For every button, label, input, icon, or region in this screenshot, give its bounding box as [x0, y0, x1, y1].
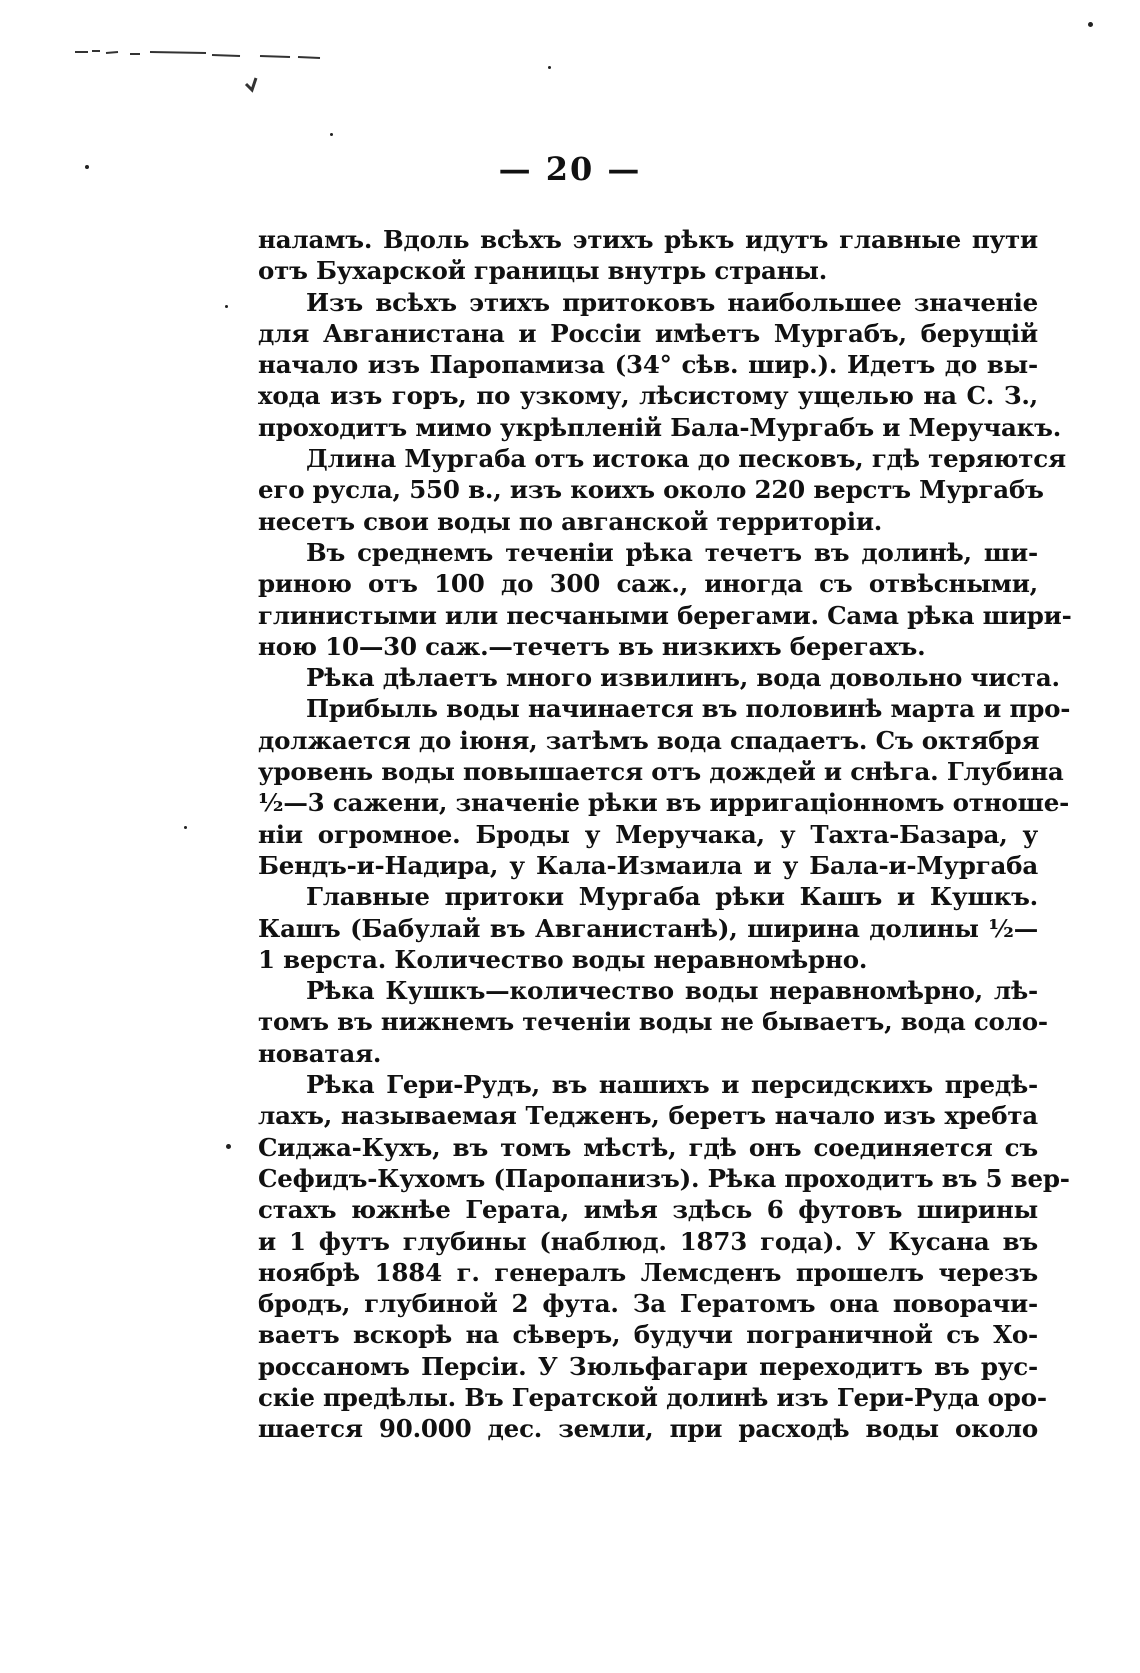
text-line: Сефидъ-Кухомъ (Паропанизъ). Рѣка проходитъ въ 5 вер- [258, 1163, 1070, 1193]
text-line: Изъ всѣхъ этихъ притоковъ наибольшее значенiе [306, 287, 1038, 317]
speck [330, 133, 333, 136]
text-line: начало изъ Паропамиза (34° сѣв. шир.). Идетъ до вы- [258, 350, 1038, 380]
page-number: — 20 — [498, 150, 642, 188]
text-line: скiе предѣлы. Въ Гератской долинѣ изъ Гери-Руда оро- [258, 1382, 1047, 1412]
text-line: Главные притоки Мургаба рѣки Кашъ и Кушкъ. [306, 882, 1038, 912]
text-line: ною 10—30 саж.—течетъ въ низкихъ берегахъ. [258, 631, 926, 661]
text-line: Рѣка Кушкъ—количество воды неравномѣрно, лѣ- [306, 976, 1038, 1006]
text-line: лахъ, называемая Тедженъ, беретъ начало изъ хребта [258, 1101, 1038, 1131]
text-line: несетъ свои воды по авганской территорiи. [258, 506, 883, 536]
speck [225, 305, 228, 308]
text-line: бродъ, глубиной 2 фута. За Гератомъ она поворачи- [258, 1289, 1038, 1319]
text-line: Кашъ (Бабулай въ Авганистанѣ), ширина долины ½— [258, 913, 1038, 943]
text-line: Рѣка дѣлаетъ много извилинъ, вода довольно чиста. [306, 663, 1060, 693]
text-line: Сиджа-Кухъ, въ томъ мѣстѣ, гдѣ онъ соединяется съ [258, 1132, 1038, 1162]
text-line: и 1 футъ глубины (наблюд. 1873 года). У Кусана въ [258, 1226, 1038, 1256]
text-line: Прибыль воды начинается въ половинѣ марта и про- [306, 694, 1071, 724]
speck [548, 66, 551, 69]
speck [226, 1144, 231, 1149]
text-line: новатая. [258, 1038, 382, 1068]
text-line: для Авганистана и Россiи имѣетъ Мургабъ, берущiй [258, 318, 1038, 348]
text-line: Длина Мургаба отъ истока до песковъ, гдѣ теряются [306, 444, 1066, 474]
text-line: Бендъ-и-Надира, у Кала-Измаила и у Бала-и-Мургаба [258, 850, 1038, 880]
text-line: томъ въ нижнемъ теченiи воды не бываетъ, вода соло- [258, 1007, 1048, 1037]
text-line: хода изъ горъ, по узкому, лѣсистому ущелью на С. З., [258, 381, 1038, 411]
text-line: отъ Бухарской границы внутрь страны. [258, 256, 828, 286]
speck [184, 826, 187, 829]
text-line: ноябрѣ 1884 г. генералъ Лемсденъ прошелъ черезъ [258, 1257, 1038, 1287]
body-text [258, 224, 1072, 1445]
text-line: его русла, 550 в., изъ коихъ около 220 верстъ Мургабъ [258, 475, 1044, 505]
text-line: нiи огромное. Броды у Меручака, у Тахта-Базара, у [258, 819, 1038, 849]
text-line: ваетъ вскорѣ на сѣверъ, будучи пограничной съ Хо- [258, 1320, 1038, 1350]
text-line: Рѣка Гери-Рудъ, въ нашихъ и персидскихъ предѣ- [306, 1070, 1038, 1100]
text-line: наламъ. Вдоль всѣхъ этихъ рѣкъ идутъ главные пути [258, 225, 1038, 254]
text-line: проходитъ мимо укрѣпленiй Бала-Мургабъ и Меручакъ. [258, 412, 1062, 442]
text-line: шается 90.000 дес. земли, при расходѣ воды около [258, 1414, 1038, 1444]
text-line: ½—3 сажени, значенiе рѣки въ ирригацiонномъ отноше- [258, 788, 1070, 818]
text-line: 1 верста. Количество воды неравномѣрно. [258, 944, 868, 974]
text-line: стахъ южнѣе Герата, имѣя здѣсь 6 футовъ ширины [258, 1195, 1038, 1225]
text-line: глинистыми или песчаными берегами. Сама рѣка шири- [258, 600, 1072, 630]
text-line: уровень воды повышается отъ дождей и снѣга. Глубина [258, 757, 1064, 787]
text-line: риною отъ 100 до 300 саж., иногда съ отвѣсными, [258, 569, 1038, 599]
speck [1088, 22, 1093, 27]
text-line: россаномъ Персiи. У Зюльфагари переходитъ въ рус- [258, 1351, 1038, 1381]
text-line: Въ среднемъ теченiи рѣка течетъ въ долинѣ, ши- [306, 537, 1038, 567]
text-line: должается до iюня, затѣмъ вода спадаетъ. Съ октября [258, 725, 1040, 755]
